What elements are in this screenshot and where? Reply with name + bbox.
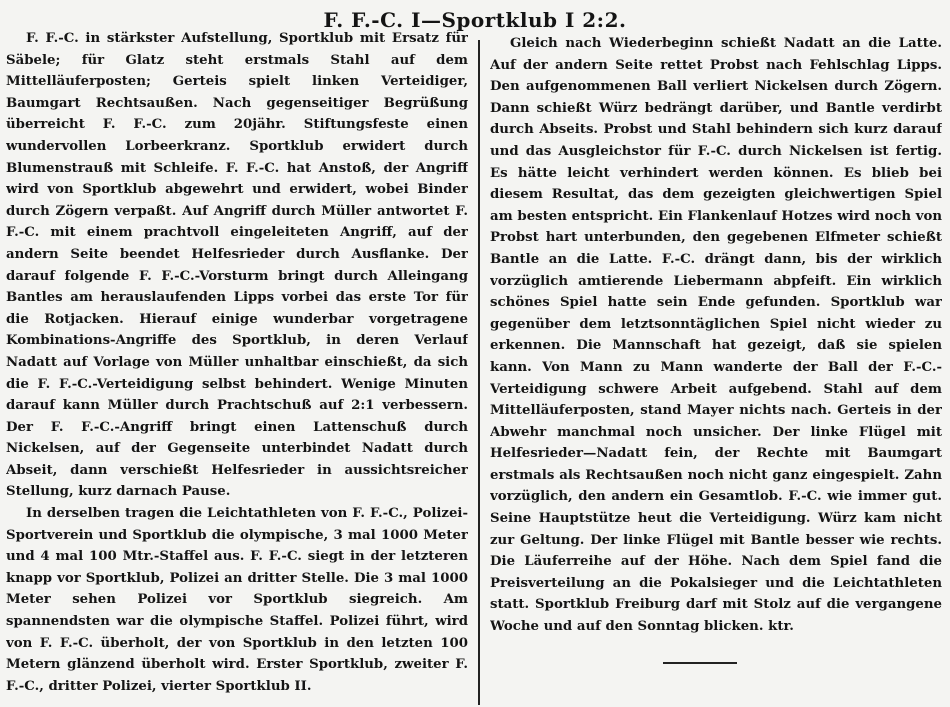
end-rule (663, 662, 737, 664)
left-paragraph-2: In derselben tragen die Leichtathleten von F. F.-C., Polizei-Sportverein und Sportklub die olympische, 3 mal 1000 Meter und 4 mal 100 Mtr.-Staffel aus. F. F.-C. siegt in der letzteren knapp vor Sportklub, Polizei an dritter Stelle. Die 3 mal 1000 Meter sehen Polizei vor Sportklub siegreich. Am spannendsten war die olympische Staffel. Polizei führt, wird von F. F.-C. überholt, der von Sportklub in den letzten 100 Metern glänzend überholt wird. Erster Sportklub, zweiter F. F.-C., dritter Polizei, vierter Sportklub II. (6, 506, 468, 694)
left-paragraph-1: F. F.-C. in stärkster Aufstellung, Sportklub mit Ersatz für Säbele; für Glatz steht erstmals Stahl auf dem Mittelläuferposten; Gerteis spielt linken Verteidiger, Baumgart Rechtsaußen. Nach gegenseitiger Begrüßung überreicht F. F.-C. zum 20jähr. Stiftungsfeste einen wundervollen Lorbeerkranz. Sportklub erwidert durch Blumenstrauß mit Schleife. F. F.-C. hat Anstoß, der Angriff wird von Sportklub abgewehrt und erwidert, wobei Binder durch Zögern verpaßt. Auf Angriff durch Müller antwortet F. F.-C. mit einem prachtvoll eingeleiteten Angriff, auf der andern Seite beendet Helfesrieder durch Ausflanke. Der darauf folgende F. F.-C.-Vorsturm bringt durch Alleingang Bantles am herauslaufenden Lipps vorbei das erste Tor für die Rotjacken. Hierauf einige wunderbar vorgetragene Kombinations-Angriffe des Sportklub, in deren Verlauf Nadatt auf Vorlage von Müller unhaltbar einschießt, da sich die F. F.-C.-Verteidigung selbst behindert. Wenige Minuten darauf kann Müller durch Prachtschuß auf 2:1 verbessern. Der F. F.-C.-Angriff bringt einen Lattenschuß durch Nickelsen, auf der Gegenseite unterbindet Nadatt durch Abseit, dann verschießt Helfesrieder in aussichtsreicher Stellung, kurz darnach Pause. (6, 31, 468, 500)
column-divider (478, 40, 480, 705)
right-column (490, 33, 942, 683)
article-title: F. F.-C. I—Sportklub I 2:2. (323, 8, 627, 32)
right-paragraph-1: Gleich nach Wiederbeginn schießt Nadatt an die Latte. Auf der andern Seite rettet Probst nach Fehlschlag Lipps. Den aufgenommenen Ball verliert Nickelsen durch Zögern. Dann schießt Würz bedrängt darüber, und Bantle verdirbt durch Abseits. Probst und Stahl behindern sich kurz darauf und das Ausgleichstor für F.-C. durch Nickelsen ist fertig. Es hätte leicht verhindert werden können. Es blieb bei diesem Resultat, das dem gezeigten gleichwertigen Spiel am besten entspricht. Ein Flankenlauf Hotzes wird noch von Probst hart unterbunden, den gegebenen Elfmeter schießt Bantle an die Latte. F.-C. drängt dann, bis der wirklich vorzüglich amtierende Liebermann abpfeift. Ein wirklich schönes Spiel hatte sein Ende gefunden. Sportklub war gegenüber dem letztsonntäglichen Spiel nicht wieder zu erkennen. Die Mannschaft hat gezeigt, daß sie spielen kann. Von Mann zu Mann wanderte der Ball der F.-C.-Verteidigung schwere Arbeit aufgebend. Stahl auf dem Mittelläuferposten, stand Mayer nichts nach. Gerteis in der Abwehr manchmal noch unsicher. Der linke Flügel mit Helfesrieder—Nadatt fein, der Rechte mit Baumgart erstmals als Rechtsaußen noch nicht ganz eingespielt. Zahn vorzüglich, den andern ein Gesamtlob. F.-C. wie immer gut. Seine Hauptstütze heut die Verteidigung. Würz kam nicht zur Geltung. Der linke Flügel mit Bantle besser wie rechts. Die Läuferreihe auf der Höhe. Nach dem Spiel fand die Preisverteilung an die Pokalsieger und die Leichtathleten statt. Sportklub Freiburg darf mit Stolz auf die vergangene Woche und auf den Sonntag blicken. ktr. (490, 36, 942, 635)
left-column (6, 28, 468, 698)
